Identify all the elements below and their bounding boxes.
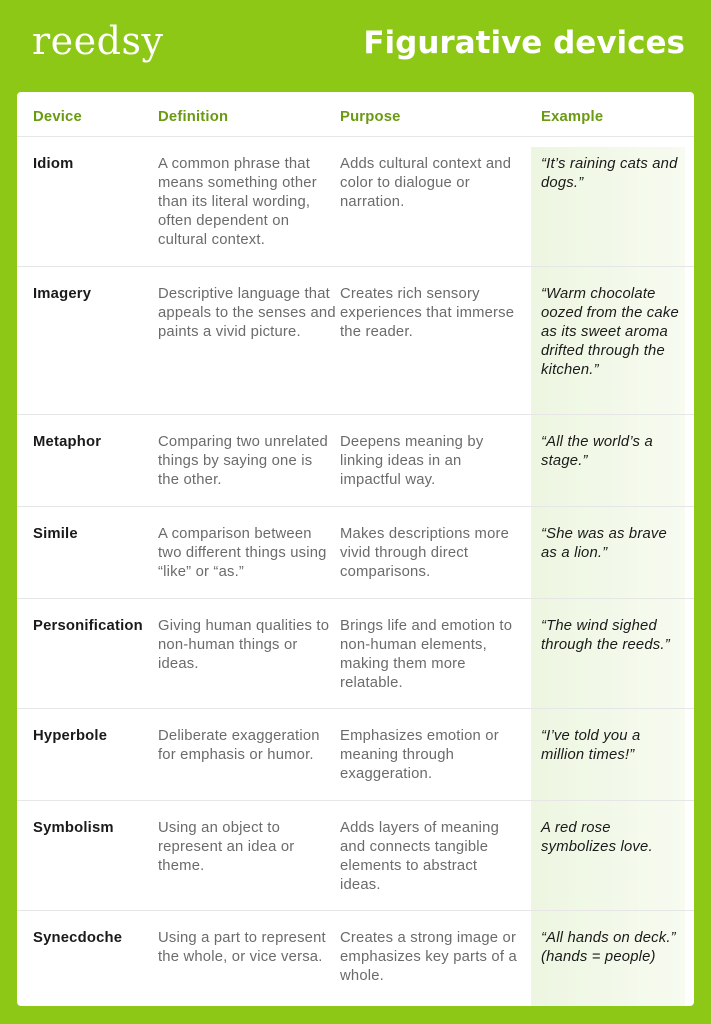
- device-name: Symbolism: [33, 820, 114, 836]
- device-example: “All the world’s a stage.”: [541, 434, 653, 469]
- device-definition: Using a part to represent the whole, or vice versa.: [158, 930, 326, 965]
- device-name: Synecdoche: [33, 930, 123, 946]
- reedsy-logo: reedsy: [32, 19, 164, 63]
- device-definition: Descriptive language that appeals to the senses and paints a vivid picture.: [158, 286, 336, 340]
- table-row: [17, 911, 694, 1006]
- device-purpose: Adds layers of meaning and connects tangible elements to abstract ideas.: [340, 820, 500, 893]
- table-row: [17, 801, 694, 911]
- device-purpose: Brings life and emotion to non-human elements, making them more relatable.: [340, 618, 513, 691]
- device-purpose: Emphasizes emotion or meaning through exaggeration.: [340, 728, 499, 782]
- header-example: Example: [541, 109, 604, 125]
- device-purpose: Creates a strong image or emphasizes key parts of a whole.: [340, 930, 517, 984]
- device-name: Metaphor: [33, 434, 102, 450]
- devices-table: [17, 92, 694, 1006]
- device-definition: Deliberate exaggeration for emphasis or humor.: [158, 728, 320, 763]
- device-name: Simile: [33, 526, 78, 542]
- device-name: Hyperbole: [33, 728, 108, 744]
- device-example: “It’s raining cats and dogs.”: [541, 156, 678, 191]
- header-purpose: Purpose: [340, 109, 401, 125]
- device-purpose: Creates rich sensory experiences that immerse the reader.: [340, 286, 515, 340]
- device-name: Imagery: [33, 286, 92, 302]
- table-row: [17, 709, 694, 801]
- device-example: “She was as brave as a lion.”: [541, 526, 667, 561]
- device-purpose: Deepens meaning by linking ideas in an impactful way.: [340, 434, 484, 488]
- table-row: [17, 137, 694, 267]
- device-purpose: Makes descriptions more vivid through direct comparisons.: [340, 526, 510, 580]
- device-example: A red rose symbolizes love.: [541, 820, 653, 855]
- device-example: “Warm chocolate oozed from the cake as its sweet aroma drifted through the kitchen.”: [541, 286, 679, 378]
- page-title: Figurative devices: [363, 25, 685, 61]
- device-definition: A comparison between two different things using “like” or “as.”: [158, 526, 327, 580]
- table-row: [17, 507, 694, 599]
- table-header-row: [17, 92, 694, 137]
- device-definition: Giving human qualities to non-human things or ideas.: [158, 618, 330, 672]
- device-example: “I’ve told you a million times!”: [541, 728, 641, 763]
- device-definition: A common phrase that means something other than its literal wording, often dependent on cultural context.: [158, 156, 317, 248]
- table-row: [17, 599, 694, 709]
- table-row: [17, 267, 694, 415]
- device-example: “All hands on deck.” (hands = people): [541, 930, 676, 965]
- device-purpose: Adds cultural context and color to dialogue or narration.: [340, 156, 512, 210]
- device-definition: Using an object to represent an idea or theme.: [158, 820, 295, 874]
- device-name: Idiom: [33, 156, 74, 172]
- device-name: Personification: [33, 618, 143, 634]
- device-example: “The wind sighed through the reeds.”: [541, 618, 670, 653]
- header-definition: Definition: [158, 109, 229, 125]
- device-definition: Comparing two unrelated things by saying one is the other.: [158, 434, 328, 488]
- header-device: Device: [33, 109, 82, 125]
- table-row: [17, 415, 694, 507]
